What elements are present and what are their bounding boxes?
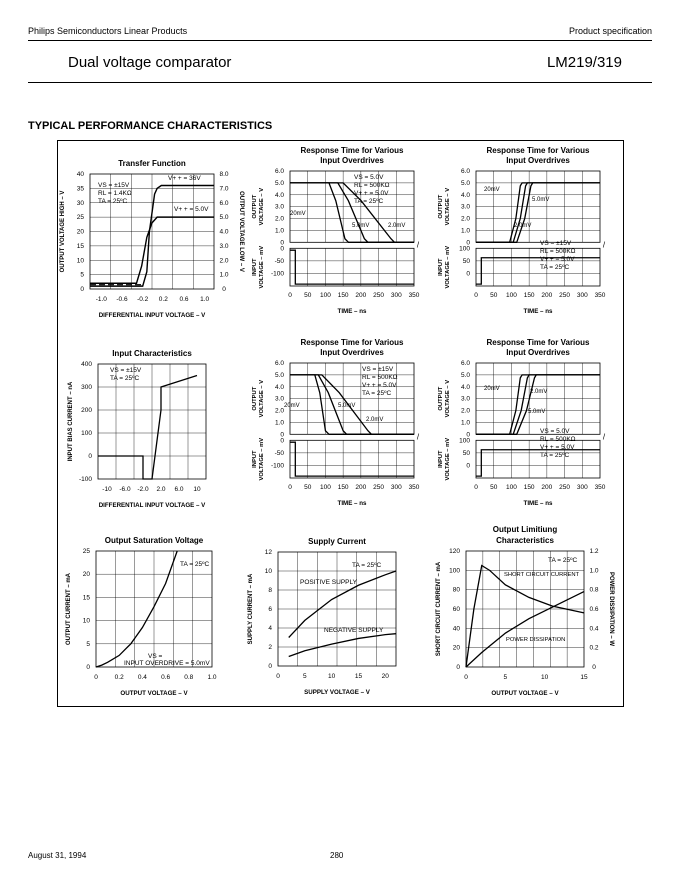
footer-date: August 31, 1994 [28,851,87,860]
transfer-y2tick-label: 5.0 [219,214,229,222]
resp4-y2tick-label: 100 [459,437,470,445]
outsat-xtick-label: 0.8 [184,674,194,681]
supply-xtick-label: 10 [328,673,336,680]
transfer-xtick-label: 0.2 [158,296,168,303]
resp1-xlabel: TIME – ns [337,308,367,315]
outlim-title: Output Limitiung [492,525,558,534]
transfer-ytick-label: 20 [76,228,84,236]
resp3-ylabel: VOLTAGE – V [259,379,265,418]
transfer-y2label: OUTPUT VOLTAGE LOW – V [238,191,244,272]
resp1-ytick-label: 1.0 [274,227,284,235]
transfer-y2tick-label: 4.0 [219,228,229,236]
resp1-in-plot-border [290,248,414,286]
transfer-xtick-label: -1.0 [95,296,107,303]
resp3-xtick-label: 100 [319,484,331,491]
transfer-y2tick-label: 7.0 [219,185,229,193]
resp2-break-mark: / [602,240,606,250]
supply-ytick-label: 8 [268,587,272,594]
transfer-annotation: V+ + = 36V [168,175,201,182]
resp4-y2label: VOLTAGE – mV [445,437,451,481]
resp3-annotation: VS = ±15V [362,366,394,373]
resp2-ytick-label: 6.0 [460,168,470,175]
series-20mV [476,375,600,434]
resp1-ylabel: VOLTAGE – V [259,187,265,226]
resp1-y2tick-label: 0 [280,245,284,253]
outlim-annotation: POWER DISSIPATION [506,637,566,643]
resp3-y2tick-label: -100 [270,462,284,470]
resp1-ylabel: OUTPUT [252,194,258,219]
transfer-y2tick-label: 0 [222,286,226,293]
outsat-xtick-label: 0.4 [137,674,147,681]
resp1-ytick-label: 5.0 [274,179,284,187]
inchar-ytick-label: 0 [88,453,92,460]
resp3-annotation: RL = 500KΩ [362,374,398,381]
inchar-xtick-label: 2.0 [156,486,166,493]
resp2-xtick-label: 300 [576,292,588,299]
outsat-annotation: TA = 25ºC [180,561,210,568]
resp2-y2tick-label: 50 [462,257,470,265]
transfer-y2tick-label: 6.0 [219,199,229,207]
resp2-title: Response Time for Various [486,146,590,155]
charts-frame [57,140,624,707]
resp4-annotation: VS = 5.0V [540,428,570,435]
resp1-break-mark: / [416,240,420,250]
resp1-xtick-label: 100 [319,292,331,299]
resp4-title: Response Time for Various [486,338,590,347]
resp2-y2tick-label: 0 [466,270,470,278]
resp2-annotation: TA = 25ºC [540,264,570,271]
resp2-series-label: 5.0mV [532,197,550,203]
resp3-series-label: 2.0mV [366,417,384,423]
inchar-ytick-label: 400 [81,361,92,368]
transfer-ytick-label: 5 [80,271,84,279]
resp4-input-step [476,450,600,476]
resp2-series-label: 2.0mV [514,223,532,229]
resp1-ytick-label: 2.0 [274,215,284,223]
supply-xtick-label: 0 [276,673,280,680]
outlim-ytick-label: 0 [456,664,460,671]
inchar-annotation: TA = 25ºC [110,375,140,382]
outlim-xtick-label: 10 [541,674,549,681]
outsat-xtick-label: 1.0 [207,674,217,681]
transfer-xtick-label: 0.6 [179,296,189,303]
outlim-xlabel: OUTPUT VOLTAGE – V [491,690,559,697]
resp1-xtick-label: 0 [288,292,292,299]
outsat-annotation: VS = [148,653,163,660]
outsat-ytick-label: 5 [86,640,90,648]
resp3-title: Response Time for Various [300,338,404,347]
outlim-ytick-label: 100 [449,567,460,575]
transfer-xtick-label: -0.6 [116,296,128,303]
resp4-ytick-label: 0 [466,431,470,439]
outlim-y2tick-label: 1.0 [589,567,599,575]
outlim-ytick-label: 120 [449,548,460,555]
resp4-ytick-label: 2.0 [460,407,470,415]
supply-annotation: POSITIVE SUPPLY [300,579,357,586]
inchar-annotation: VS = ±15V [110,367,142,374]
resp3-xtick-label: 50 [304,484,312,491]
header-right: Product specification [568,26,652,36]
resp4-xtick-label: 150 [523,484,535,491]
resp1-annotation: V+ + = 5.0V [354,190,389,197]
resp1-y2tick-label: -50 [274,257,284,265]
inchar-annotation [128,141,171,143]
resp2-xtick-label: 0 [474,292,478,299]
inchar-ytick-label: 100 [81,430,92,437]
transfer-ylabel: OUTPUT VOLTAGE HIGH – V [60,190,66,273]
transfer-ytick-label: 10 [76,257,84,265]
resp2-y2label: VOLTAGE – mV [445,245,451,289]
transfer-xtick-label: -0.2 [137,296,149,303]
supply-ytick-label: 6 [268,606,272,613]
supply-annotation: NEGATIVE SUPPLY [324,627,384,634]
resp3-xtick-label: 350 [408,484,420,491]
outlim-ytick-label: 80 [452,586,460,594]
resp3-ytick-label: 1.0 [274,419,284,427]
resp3-series-label: 5.0mV [338,403,356,409]
outsat-title: Output Saturation Voltage [104,536,204,545]
inchar-xtick-label: 10 [193,486,201,493]
outsat-annotation: INPUT OVERDRIVE = 5.0mV [124,660,210,667]
resp3-ytick-label: 4.0 [274,383,284,391]
resp4-ytick-label: 1.0 [460,419,470,427]
outsat-ytick-label: 25 [82,548,90,555]
resp4-xtick-label: 250 [559,484,571,491]
transfer-ytick-label: 40 [76,171,84,178]
transfer-xtick-label: 1.0 [200,296,210,303]
transfer-ytick-label: 15 [76,242,84,250]
resp4-y2tick-label: 0 [466,462,470,470]
outlim-annotation: SHORT CIRCUIT CURRENT [504,572,580,578]
resp3-annotation: TA = 25ºC [362,390,392,397]
resp1-y2tick-label: -100 [270,270,284,278]
resp2-ytick-label: 2.0 [460,215,470,223]
footer-page: 280 [330,851,344,860]
resp2-in-plot-border [476,248,600,286]
outsat-ytick-label: 10 [82,617,90,625]
transfer-annotation: RL = 1.4KΩ [98,190,132,197]
series-50mV [476,375,600,434]
transfer-title: Transfer Function [118,159,186,168]
outsat-ytick-label: 20 [82,571,90,579]
outlim-y2tick-label: 0.8 [589,586,599,594]
transfer-y2tick-label: 3.0 [219,242,229,250]
inchar-ytick-label: 200 [81,407,92,414]
resp1-title: Input Overdrives [320,156,384,165]
transfer-annotation: TA = 25ºC [98,198,128,205]
resp2-xtick-label: 50 [490,292,498,299]
resp4-annotation: TA = 25ºC [540,452,570,459]
resp1-title: Response Time for Various [300,146,404,155]
doc-title: Dual voltage comparator [68,54,232,71]
supply-xlabel: SUPPLY VOLTAGE – V [304,689,370,696]
resp2-series-label: 20mV [484,187,500,193]
supply-xtick-label: 5 [303,673,307,680]
section-title: TYPICAL PERFORMANCE CHARACTERISTICS [28,120,273,132]
series-20mV [476,375,600,434]
resp3-xlabel: TIME – ns [337,500,367,507]
supply-ytick-label: 0 [268,663,272,670]
outlim-y2label: POWER DISSIPATION – W [608,571,614,647]
resp4-title: Input Overdrives [506,348,570,357]
outsat-xtick-label: 0 [94,674,98,681]
resp4-ylabel: OUTPUT [438,386,444,411]
outlim-ytick-label: 40 [452,625,460,633]
outlim-y2tick-label: 0.6 [589,606,599,613]
transfer-annotation: VS = ±15V [98,182,130,189]
resp2-input-step [476,258,600,284]
inchar-title: Input Characteristics [112,349,192,358]
outsat-ytick-label: 15 [82,594,90,602]
resp2-ylabel: VOLTAGE – V [445,187,451,226]
resp4-xtick-label: 50 [490,484,498,491]
outlim-ytick-label: 20 [452,644,460,652]
resp2-annotation: RL = 500KΩ [540,248,576,255]
resp3-ytick-label: 2.0 [274,407,284,415]
inchar-ytick-label: 300 [81,384,92,391]
resp2-annotation: VS = ±15V [540,240,572,247]
resp3-annotation: V+ + = 5.0V [362,382,397,389]
resp1-annotation: VS = 5.0V [354,174,384,181]
resp4-y2tick-label: 50 [462,449,470,457]
resp1-ytick-label: 0 [280,239,284,247]
outlim-y2tick-label: 1.2 [589,548,599,555]
resp2-xtick-label: 150 [523,292,535,299]
outlim-y2tick-label: 0.4 [589,625,599,633]
resp2-xtick-label: 250 [559,292,571,299]
series-power-dissipation [466,592,584,667]
resp1-xtick-label: 50 [304,292,312,299]
series-bias [98,376,197,480]
resp2-ytick-label: 1.0 [460,227,470,235]
resp4-in-plot-border [476,440,600,478]
resp1-annotation: RL = 500KΩ [354,182,390,189]
supply-xtick-label: 20 [381,673,389,680]
supply-ytick-label: 2 [268,644,272,651]
resp3-xtick-label: 200 [355,484,367,491]
resp4-series-label: 5.0mV [528,409,546,415]
resp1-xtick-label: 150 [337,292,349,299]
resp4-xtick-label: 0 [474,484,478,491]
resp2-xtick-label: 100 [505,292,517,299]
resp3-break-mark: / [416,432,420,442]
resp1-series-label: 20mV [290,211,306,217]
resp4-ytick-label: 6.0 [460,360,470,367]
resp4-series-label: 2.0mV [530,389,548,395]
outlim-ylabel: SHORT CIRCUIT CURRENT – mA [436,561,442,657]
outsat-xtick-label: 0.2 [114,674,124,681]
outsat-ytick-label: 0 [86,664,90,671]
resp3-y2label: VOLTAGE – mV [259,437,265,481]
resp4-annotation: V+ + = 5.0V [540,444,575,451]
transfer-xlabel: DIFFERENTIAL INPUT VOLTAGE – V [98,312,206,319]
resp3-ytick-label: 6.0 [274,360,284,367]
inchar-xtick-label: 6.0 [174,486,184,493]
resp3-ylabel: OUTPUT [252,386,258,411]
resp3-xtick-label: 0 [288,484,292,491]
outlim-xtick-label: 0 [464,674,468,681]
transfer-y2tick-label: 2.0 [219,257,229,265]
supply-title: Supply Current [308,537,366,546]
resp4-ytick-label: 5.0 [460,371,470,379]
outlim-title: Characteristics [496,536,554,545]
resp2-annotation: V+ + = 5.0V [540,256,575,263]
outsat-xtick-label: 0.6 [161,674,171,681]
part-number: LM219/319 [546,54,622,71]
inchar-xtick-label: -2.0 [137,486,149,493]
resp3-y2tick-label: 0 [280,437,284,445]
resp2-xtick-label: 350 [594,292,606,299]
resp3-input-step [290,442,414,476]
resp4-xtick-label: 100 [505,484,517,491]
resp1-ytick-label: 3.0 [274,203,284,211]
resp2-y2label: INPUT [438,258,444,276]
resp2-xtick-label: 200 [541,292,553,299]
transfer-ytick-label: 25 [76,214,84,222]
series-iout [96,551,177,667]
outlim-annotation: TA = 25ºC [548,557,578,564]
series-20mV [290,183,414,242]
resp4-ytick-label: 4.0 [460,383,470,391]
outlim-xtick-label: 5 [503,674,508,681]
resp3-y2tick-label: -50 [274,449,284,457]
supply-ylabel: SUPPLY CURRENT – mA [248,573,254,645]
resp1-annotation: TA = 25ºC [354,198,384,205]
supply-ytick-label: 10 [264,568,272,575]
transfer-y2tick-label: 1.0 [219,271,229,279]
title-rule [28,82,652,83]
inchar-xtick-label: -6.0 [119,486,131,493]
resp1-xtick-label: 250 [373,292,385,299]
resp4-xtick-label: 200 [541,484,553,491]
resp3-xtick-label: 250 [373,484,385,491]
resp1-xtick-label: 200 [355,292,367,299]
resp4-xlabel: TIME – ns [523,500,553,507]
transfer-ytick-label: 35 [76,185,84,193]
outsat-ylabel: OUTPUT CURRENT – mA [66,572,72,646]
resp3-in-plot-border [290,440,414,478]
transfer-annotation: V+ + = 5.0V [174,206,209,213]
series-negative [289,634,396,657]
supply-xtick-label: 15 [354,673,363,680]
resp3-y2label: INPUT [252,450,258,468]
resp1-xtick-label: 300 [390,292,402,299]
header-rule [28,40,652,41]
resp3-ytick-label: 5.0 [274,371,284,379]
resp3-xtick-label: 150 [337,484,349,491]
resp1-y2label: INPUT [252,258,258,276]
outlim-ytick-label: 60 [452,606,460,613]
resp4-y2label: INPUT [438,450,444,468]
resp1-ytick-label: 4.0 [274,191,284,199]
resp1-y2label: VOLTAGE – mV [259,245,265,289]
resp2-y2tick-label: 100 [459,245,470,253]
resp3-xtick-label: 300 [390,484,402,491]
resp3-title: Input Overdrives [320,348,384,357]
outlim-y2tick-label: 0 [592,664,596,671]
resp2-title: Input Overdrives [506,156,570,165]
outlim-xtick-label: 15 [580,674,588,681]
resp3-ytick-label: 0 [280,431,284,439]
transfer-y2tick-label: 8.0 [219,171,229,178]
supply-ytick-label: 12 [264,549,272,556]
inchar-ylabel: INPUT BIAS CURRENT – nA [68,381,74,462]
resp1-xtick-label: 350 [408,292,420,299]
resp1-input-step [290,250,414,284]
resp4-annotation: RL = 500KΩ [540,436,576,443]
outsat-xlabel: OUTPUT VOLTAGE – V [120,690,188,697]
resp4-series-label: 20mV [484,386,500,392]
inchar-ytick-label: -100 [78,476,92,483]
resp1-ytick-label: 6.0 [274,168,284,175]
resp1-series-label: 5.0mV [352,223,370,229]
series-short-circuit [466,566,584,668]
transfer-ytick-label: 30 [76,199,84,207]
resp2-ytick-label: 3.0 [460,203,470,211]
resp2-ylabel: OUTPUT [438,194,444,219]
header-left: Philips Semiconductors Linear Products [28,26,188,36]
supply-annotation: TA = 25ºC [352,562,382,569]
resp2-ytick-label: 4.0 [460,191,470,199]
resp3-ytick-label: 3.0 [274,395,284,403]
resp4-ylabel: VOLTAGE – V [445,379,451,418]
inchar-xtick-label: -10 [102,486,112,493]
inchar-xlabel: DIFFERENTIAL INPUT VOLTAGE – V [98,502,206,509]
resp1-series-label: 2.0mV [388,223,406,229]
resp4-xtick-label: 300 [576,484,588,491]
supply-ytick-label: 4 [268,625,272,632]
outlim-y2tick-label: 0.2 [589,644,599,652]
resp2-ytick-label: 0 [466,239,470,247]
resp4-break-mark: / [602,432,606,442]
resp4-ytick-label: 3.0 [460,395,470,403]
resp2-xlabel: TIME – ns [523,308,553,315]
charts-canvas [58,141,623,706]
transfer-ytick-label: 0 [80,286,84,293]
resp3-series-label: 20mV [284,403,300,409]
resp4-xtick-label: 350 [594,484,606,491]
resp2-ytick-label: 5.0 [460,179,470,187]
